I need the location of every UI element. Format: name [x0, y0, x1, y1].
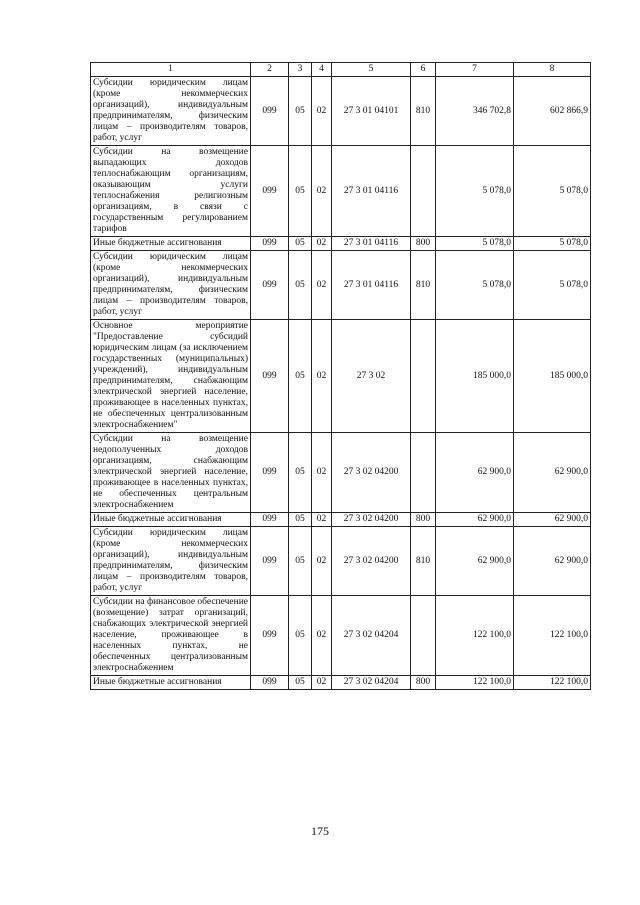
section-code: 05 — [289, 146, 312, 237]
subsection-code: 02 — [312, 676, 332, 690]
subsection-code: 02 — [312, 320, 332, 433]
amount-year-2: 5 078,0 — [514, 237, 591, 251]
amount-year-1: 5 078,0 — [436, 237, 514, 251]
amount-year-2: 62 900,0 — [514, 513, 591, 527]
amount-year-1: 185 000,0 — [436, 320, 514, 433]
amount-year-1: 346 702,8 — [436, 77, 514, 146]
amount-year-1: 5 078,0 — [436, 146, 514, 237]
header-cell: 1 — [91, 63, 251, 77]
table-row — [91, 433, 591, 513]
amount-year-2: 122 100,0 — [514, 596, 591, 676]
row-description: Иные бюджетные ассигнования — [91, 676, 251, 690]
target-article: 27 3 02 — [332, 320, 411, 433]
target-article: 27 3 02 04200 — [332, 527, 411, 596]
row-description: Субсидии на возмещение выпадающих доходов теплоснабжающим организациям, оказывающим услуги теплоснабжения религиозным организациям, в связи с государственным регулированием тарифов — [91, 146, 251, 237]
row-description: Иные бюджетные ассигнования — [91, 513, 251, 527]
header-cell: 7 — [436, 63, 514, 77]
amount-year-2: 62 900,0 — [514, 433, 591, 513]
amount-year-2: 185 000,0 — [514, 320, 591, 433]
row-description: Иные бюджетные ассигнования — [91, 237, 251, 251]
header-cell: 8 — [514, 63, 591, 77]
row-description: Основное мероприятие "Предоставление субсидий юридическим лицам (за исключением государственных (муниципальных) учреждений), индивидуальным предпринимателям, снабжающим электрической энергией население, проживающее в населенных пунктах, не обеспеченных централизованным электроснабжением" — [91, 320, 251, 433]
amount-year-2: 5 078,0 — [514, 146, 591, 237]
amount-year-2: 5 078,0 — [514, 251, 591, 320]
amount-year-1: 122 100,0 — [436, 676, 514, 690]
ministry-code: 099 — [251, 513, 289, 527]
ministry-code: 099 — [251, 527, 289, 596]
section-code: 05 — [289, 596, 312, 676]
amount-year-2: 62 900,0 — [514, 527, 591, 596]
ministry-code: 099 — [251, 146, 289, 237]
expense-type — [411, 433, 436, 513]
table-row — [91, 77, 591, 146]
ministry-code: 099 — [251, 251, 289, 320]
row-description: Субсидии юридическим лицам (кроме некоммерческих организаций), индивидуальным предпринимателям, физическим лицам – производителям товаров, работ, услуг — [91, 251, 251, 320]
ministry-code: 099 — [251, 676, 289, 690]
amount-year-1: 122 100,0 — [436, 596, 514, 676]
expense-type: 800 — [411, 237, 436, 251]
header-cell: 2 — [251, 63, 289, 77]
row-description: Субсидии на возмещение недополученных доходов организациям, снабжающим электрической энергией население, проживающее в населенных пунктах, не обеспеченных центральным электроснабжением — [91, 433, 251, 513]
target-article: 27 3 02 04200 — [332, 433, 411, 513]
target-article: 27 3 01 04101 — [332, 77, 411, 146]
target-article: 27 3 01 04116 — [332, 237, 411, 251]
expense-type — [411, 320, 436, 433]
expense-type: 810 — [411, 77, 436, 146]
section-code: 05 — [289, 676, 312, 690]
header-cell: 6 — [411, 63, 436, 77]
header-cell: 5 — [332, 63, 411, 77]
section-code: 05 — [289, 433, 312, 513]
amount-year-1: 62 900,0 — [436, 433, 514, 513]
page-number: 175 — [311, 824, 329, 838]
section-code: 05 — [289, 77, 312, 146]
expense-type: 810 — [411, 251, 436, 320]
target-article: 27 3 02 04200 — [332, 513, 411, 527]
subsection-code: 02 — [312, 146, 332, 237]
section-code: 05 — [289, 513, 312, 527]
amount-year-2: 122 100,0 — [514, 676, 591, 690]
amount-year-1: 62 900,0 — [436, 513, 514, 527]
table-row — [91, 237, 591, 251]
ministry-code: 099 — [251, 77, 289, 146]
table-row — [91, 676, 591, 690]
budget-table — [90, 62, 591, 690]
subsection-code: 02 — [312, 251, 332, 320]
section-code: 05 — [289, 527, 312, 596]
section-code: 05 — [289, 237, 312, 251]
subsection-code: 02 — [312, 433, 332, 513]
row-description: Субсидии юридическим лицам (кроме некоммерческих организаций), индивидуальным предпринимателям, физическим лицам – производителям товаров, работ, услуг — [91, 527, 251, 596]
target-article: 27 3 01 04116 — [332, 251, 411, 320]
amount-year-1: 62 900,0 — [436, 527, 514, 596]
ministry-code: 099 — [251, 433, 289, 513]
subsection-code: 02 — [312, 77, 332, 146]
expense-type — [411, 596, 436, 676]
expense-type — [411, 146, 436, 237]
subsection-code: 02 — [312, 527, 332, 596]
subsection-code: 02 — [312, 513, 332, 527]
header-cell: 4 — [312, 63, 332, 77]
header-cell: 3 — [289, 63, 312, 77]
expense-type: 800 — [411, 676, 436, 690]
section-code: 05 — [289, 251, 312, 320]
section-code: 05 — [289, 320, 312, 433]
expense-type: 810 — [411, 527, 436, 596]
ministry-code: 099 — [251, 237, 289, 251]
target-article: 27 3 02 04204 — [332, 676, 411, 690]
amount-year-2: 602 866,9 — [514, 77, 591, 146]
header-row — [91, 63, 591, 77]
target-article: 27 3 01 04116 — [332, 146, 411, 237]
table-row — [91, 527, 591, 596]
target-article: 27 3 02 04204 — [332, 596, 411, 676]
subsection-code: 02 — [312, 596, 332, 676]
table-row — [91, 513, 591, 527]
amount-year-1: 5 078,0 — [436, 251, 514, 320]
table-row — [91, 596, 591, 676]
row-description: Субсидии на финансовое обеспечение (возмещение) затрат организаций, снабжающих электрической энергией население, проживающее в населенных пунктах, не обеспеченных централизованным электроснабжением — [91, 596, 251, 676]
table-row — [91, 320, 591, 433]
table-row — [91, 146, 591, 237]
ministry-code: 099 — [251, 320, 289, 433]
ministry-code: 099 — [251, 596, 289, 676]
subsection-code: 02 — [312, 237, 332, 251]
row-description: Субсидии юридическим лицам (кроме некоммерческих организаций), индивидуальным предпринимателям, физическим лицам – производителям товаров, работ, услуг — [91, 77, 251, 146]
table-row — [91, 251, 591, 320]
expense-type: 800 — [411, 513, 436, 527]
